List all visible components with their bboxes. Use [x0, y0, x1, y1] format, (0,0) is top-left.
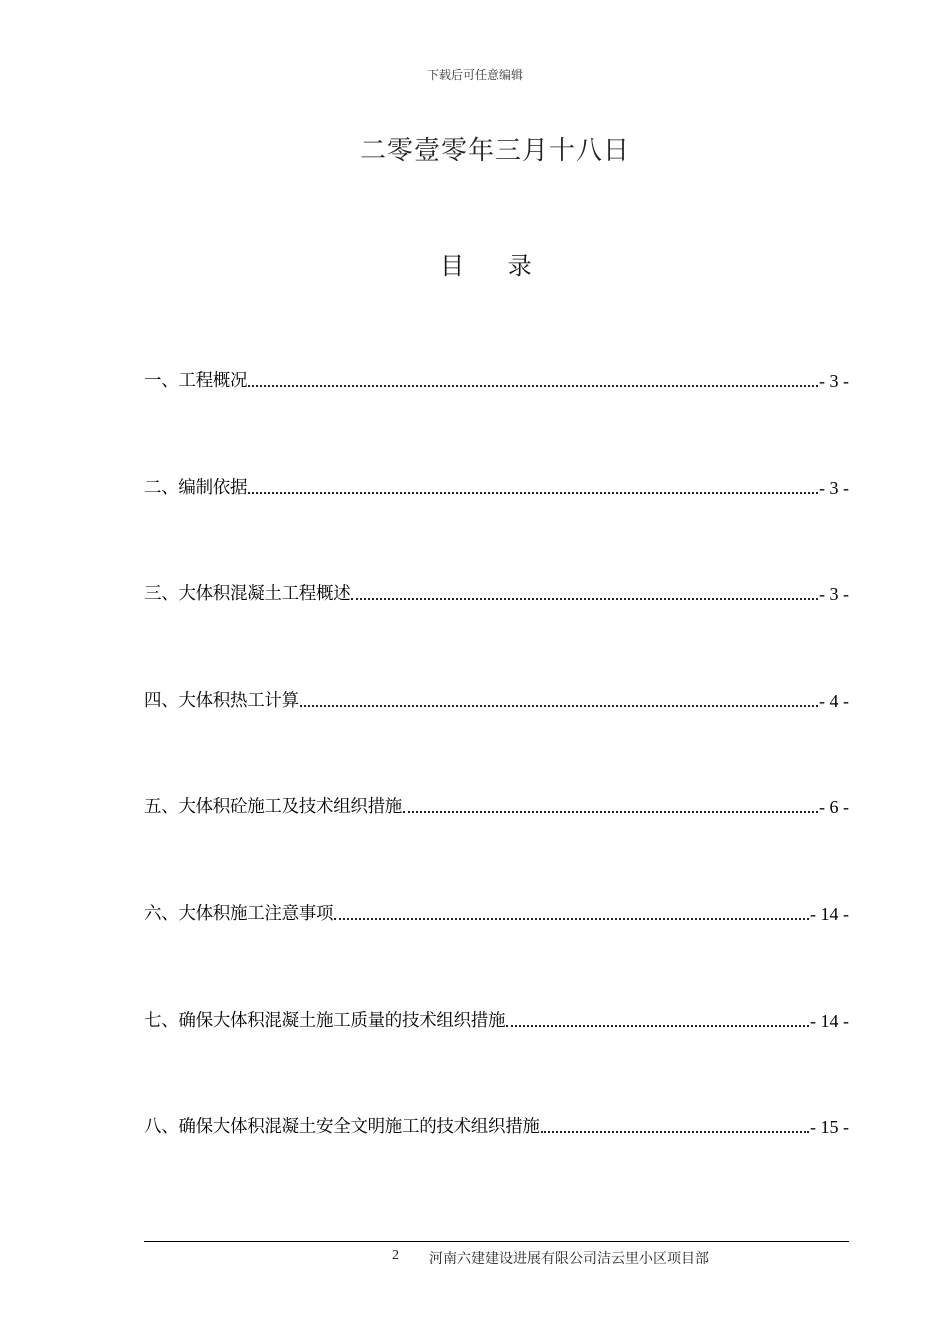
toc-entry-page: - 3 - — [819, 478, 849, 498]
toc-entry-label: 七、确保大体积混凝土施工质量的技术组织措施 — [144, 1011, 506, 1031]
toc-entry[interactable] — [144, 366, 849, 392]
footer-divider — [144, 1241, 849, 1242]
toc-entry-label: 五、大体积砼施工及技术组织措施 — [144, 797, 402, 817]
toc-entry-page: - 4 - — [819, 691, 849, 711]
document-date: 二零壹零年三月十八日 — [359, 136, 630, 165]
toc-title: 目 录 — [440, 252, 550, 280]
toc-leader-dots — [300, 705, 818, 707]
toc-leader-dots — [506, 1025, 809, 1027]
page-header-note: 下载后可任意编辑 — [426, 68, 523, 82]
toc-entry-page: - 6 - — [819, 797, 849, 817]
toc-leader-dots — [403, 811, 818, 813]
footer-organization: 河南六建建设进展有限公司洁云里小区项目部 — [429, 1252, 709, 1267]
toc-leader-dots — [248, 492, 818, 494]
toc-entry-label: 一、工程概况 — [144, 371, 248, 391]
toc-entry[interactable] — [144, 1112, 849, 1138]
toc-leader-dots — [334, 918, 809, 920]
footer-page-number: 2 — [392, 1248, 399, 1263]
toc-entry-label: 六、大体积施工注意事项 — [144, 904, 334, 924]
toc-leader-dots — [351, 598, 818, 600]
toc-entry-page: - 3 - — [819, 371, 849, 391]
toc-entry-label: 三、大体积混凝土工程概述 — [144, 584, 351, 604]
toc-entry-page: - 14 - — [810, 904, 849, 924]
toc-entry-label: 八、确保大体积混凝土安全文明施工的技术组织措施 — [144, 1117, 540, 1137]
toc-entry-page: - 14 - — [810, 1011, 849, 1031]
toc-entry[interactable] — [144, 899, 849, 925]
toc-entry[interactable] — [144, 579, 849, 605]
toc-entry-label: 四、大体积热工计算 — [144, 691, 299, 711]
toc-entry[interactable] — [144, 1006, 849, 1032]
toc-entry-label: 二、编制依据 — [144, 478, 248, 498]
toc-entry[interactable] — [144, 792, 849, 818]
toc-entry-page: - 15 - — [810, 1117, 849, 1137]
toc-entry[interactable] — [144, 686, 849, 712]
toc-entry-page: - 3 - — [819, 584, 849, 604]
toc-entry[interactable] — [144, 473, 849, 499]
toc-leader-dots — [248, 385, 818, 387]
toc-leader-dots — [541, 1131, 809, 1133]
